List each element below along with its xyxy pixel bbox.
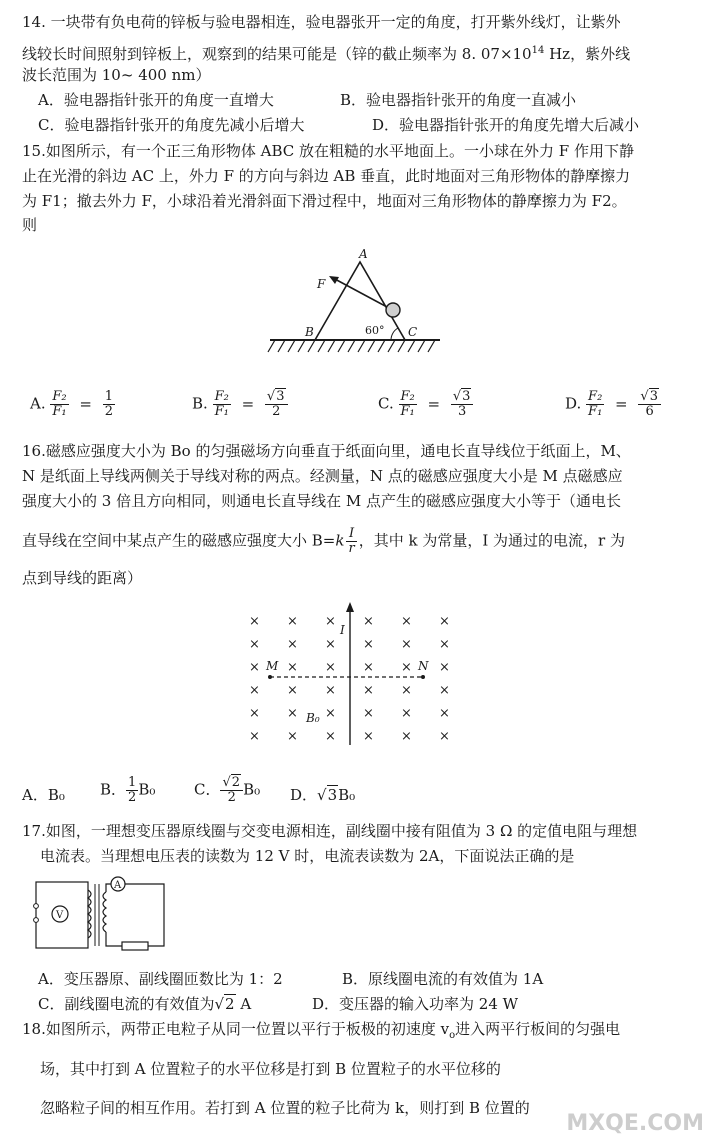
q16-line-4 xyxy=(22,527,625,556)
field-cross: × xyxy=(249,660,260,675)
q17-line-1: 17.如图，一理想变压器原线圈与交变电源相连，副线圈中接有阻值为 3 Ω 的定值电阻与理想 xyxy=(22,822,638,840)
q16-k: k xyxy=(335,531,345,550)
field-cross: × xyxy=(249,706,260,721)
q15-rhs-num: 3 xyxy=(649,389,658,404)
q15-frac-den: F₁ xyxy=(52,404,67,419)
field-cross: × xyxy=(439,660,450,675)
q15-line-1: 15.如图所示，有一个正三角形物体 ABC 放在粗糙的水平地面上。一小球在外力 F 作用下静 xyxy=(22,142,634,160)
field-cross: × xyxy=(249,614,260,629)
q16-option-b-den: 2 xyxy=(128,790,137,805)
q15-rhs-num: 3 xyxy=(462,389,471,404)
q14-option-a[interactable]: A．验电器指针张开的角度一直增大 xyxy=(38,91,274,109)
q14-option-d[interactable]: D．验电器指针张开的角度先增大后减小 xyxy=(372,116,640,134)
q15-frac-num: F₂ xyxy=(588,389,603,404)
q14-option-c[interactable]: C．验电器指针张开的角度先减小后增大 xyxy=(38,116,305,134)
q15-rhs-den: 2 xyxy=(272,404,281,419)
field-cross: × xyxy=(287,683,298,698)
triangle-figure xyxy=(265,248,445,358)
field-cross: × xyxy=(401,729,412,744)
q17-line-2: 电流表。当理想电压表的读数为 12 V 时，电流表读数为 2A，下面说法正确的是 xyxy=(40,847,575,865)
q17-option-b[interactable]: B．原线圈电流的有效值为 1A xyxy=(342,970,544,988)
triangle-abc xyxy=(315,262,405,340)
q15-option-letter: A. xyxy=(30,394,46,413)
field-cross: × xyxy=(249,637,260,652)
q14-option-b[interactable]: B．验电器指针张开的角度一直减小 xyxy=(340,91,577,109)
q15-rhs-den: 2 xyxy=(104,404,114,419)
label-n: N xyxy=(418,659,429,673)
field-cross: × xyxy=(287,660,298,675)
q16-line-1: 16.磁感应强度大小为 Bo 的匀强磁场方向垂直于纸面向里，通电长直导线位于纸面上，M、 xyxy=(22,442,631,460)
q15-option-letter: C. xyxy=(378,394,394,413)
field-cross: × xyxy=(363,660,374,675)
watermark: MXQE.COM xyxy=(566,1111,704,1136)
voltmeter-label: V xyxy=(56,910,64,921)
q15-rhs-num: 1 xyxy=(104,389,114,404)
q14-line-2-tail: Hz，紫外线 xyxy=(544,45,631,63)
field-cross: × xyxy=(439,683,450,698)
resistor xyxy=(122,942,148,950)
q16-frac-num: I xyxy=(346,527,356,542)
field-cross: × xyxy=(363,729,374,744)
q16-option-c[interactable]: C． $\frac{√2}{2}$ B₀ xyxy=(194,775,261,805)
field-cross: × xyxy=(439,729,450,744)
q15-option-d[interactable]: D. $\frac{\text{F₂}}{\text{F₁}}$ = $\frac{√3}{6}$ xyxy=(565,390,661,419)
field-cross: × xyxy=(401,706,412,721)
label-m: M xyxy=(266,659,279,673)
magnetic-field-figure xyxy=(240,600,460,750)
q17-option-d[interactable]: D．变压器的输入功率为 24 W xyxy=(312,995,519,1013)
field-cross: × xyxy=(325,683,336,698)
q18-line-1-text: 18.如图所示，两带正电粒子从同一位置以平行于板极的初速度 v xyxy=(22,1020,450,1038)
q15-option-b[interactable]: B. $\frac{\text{F₂}}{\text{F₁}}$ = $\frac{√3}{2}$ xyxy=(192,390,288,419)
q16-line-5: 点到导线的距离） xyxy=(22,569,143,587)
angle-arc xyxy=(391,328,398,340)
label-c: C xyxy=(408,325,418,339)
q16-option-d[interactable]: D．√3B₀ xyxy=(290,786,356,804)
q15-frac-num: F₂ xyxy=(214,389,229,404)
q14-line-1: 14. 一块带有负电荷的锌板与验电器相连，验电器张开一定的角度，打开紫外线灯，让紫外 xyxy=(22,13,621,31)
q18-line-1-tail: 进入两平行板间的匀强电 xyxy=(455,1020,621,1038)
q16-line-4-text: 直导线在空间中某点产生的磁感应强度大小 B= xyxy=(22,531,336,550)
field-cross: × xyxy=(325,660,336,675)
q15-frac-num: F₂ xyxy=(52,389,67,404)
field-cross: × xyxy=(401,637,412,652)
q14-line-3: 波长范围为 10~ 400 nm） xyxy=(22,66,211,84)
field-cross: × xyxy=(363,706,374,721)
label-f: F xyxy=(317,277,326,291)
field-cross: × xyxy=(363,683,374,698)
terminal-bottom xyxy=(34,918,39,923)
q18-line-3: 忽略粒子间的相互作用。若打到 A 位置的粒子比荷为 k，则打到 B 位置的 xyxy=(40,1099,530,1117)
field-cross: × xyxy=(325,614,336,629)
q16-line-2: N 是纸面上导线两侧关于导线对称的两点。经测量，N 点的磁感应强度大小是 M 点磁感应 xyxy=(22,467,623,485)
q15-line-3: 为 F1；撤去外力 F，小球沿着光滑斜面下滑过程中，地面对三角形物体的静摩擦力为 F2。 xyxy=(22,192,627,210)
q16-option-b-num: 1 xyxy=(128,775,137,790)
field-cross: × xyxy=(287,706,298,721)
q17-option-c-rad: 2 xyxy=(225,995,235,1013)
q18-line-2: 场，其中打到 A 位置粒子的水平位移是打到 B 位置粒子的水平位移的 xyxy=(40,1060,501,1078)
ground-hatch xyxy=(268,340,435,352)
q16-frac-den: r xyxy=(348,541,355,556)
q15-line-2: 止在光滑的斜边 AC 上，外力 F 的方向与斜边 AB 垂直，此时地面对三角形物体的静摩擦力 xyxy=(22,167,631,185)
q15-frac-den: F₁ xyxy=(400,404,415,419)
q17-option-c-unit: A xyxy=(235,995,252,1013)
field-cross: × xyxy=(401,660,412,675)
label-b: B xyxy=(305,325,314,339)
q15-line-4: 则 xyxy=(22,216,38,234)
q16-option-d-letter: D． xyxy=(290,786,318,804)
field-cross: × xyxy=(439,614,450,629)
q16-line-4-tail: ，其中 k 为常量，I 为通过的电流，r 为 xyxy=(358,531,625,550)
q15-frac-num: F₂ xyxy=(400,389,415,404)
q16-option-a[interactable]: A．B₀ xyxy=(22,786,65,804)
q14-exponent: 14 xyxy=(531,45,545,56)
terminal-top xyxy=(34,904,39,909)
q17-option-a[interactable]: A．变压器原、副线圈匝数比为 1：2 xyxy=(38,970,283,988)
q15-option-letter: D. xyxy=(565,394,582,413)
field-cross: × xyxy=(325,729,336,744)
field-cross: × xyxy=(439,637,450,652)
q16-option-c-letter: C． xyxy=(194,780,221,799)
q15-option-letter: B. xyxy=(192,394,208,413)
q14-line-2 xyxy=(22,41,630,64)
field-cross: × xyxy=(287,614,298,629)
label-angle: 60° xyxy=(365,324,385,337)
transformer-figure xyxy=(30,876,170,954)
q15-rhs-den: 6 xyxy=(645,404,654,419)
q18-v0-sub: o xyxy=(449,1030,456,1041)
q14-line-2-text: 线较长时间照射到锌板上，观察到的结果可能是（锌的截止频率为 8. 07×10 xyxy=(22,45,532,63)
primary-coil xyxy=(88,890,91,938)
field-cross: × xyxy=(249,683,260,698)
q15-rhs-num: 3 xyxy=(276,389,285,404)
q16-option-c-tail: B₀ xyxy=(243,780,261,799)
field-cross: × xyxy=(249,729,260,744)
q15-option-c[interactable]: C. $\frac{\text{F₂}}{\text{F₁}}$ = $\frac{√3}{3}$ xyxy=(378,390,473,419)
field-cross: × xyxy=(325,637,336,652)
ball xyxy=(386,303,400,317)
q15-frac-den: F₁ xyxy=(588,404,603,419)
q17-option-c[interactable]: C．副线圈电流的有效值为√2 A xyxy=(38,995,252,1013)
q16-option-c-den: 2 xyxy=(227,790,236,805)
field-cross: × xyxy=(287,729,298,744)
current-arrowhead xyxy=(346,602,354,612)
q16-option-b-tail: B₀ xyxy=(138,780,156,799)
label-a: A xyxy=(359,247,368,261)
field-cross: × xyxy=(363,614,374,629)
point-n xyxy=(421,675,425,679)
q15-option-a[interactable]: A. $\frac{\text{F₂}}{\text{F₁}}$ = $\frac{1}{2}$ xyxy=(30,389,114,419)
field-cross: × xyxy=(401,614,412,629)
point-m xyxy=(268,675,272,679)
field-cross: × xyxy=(439,706,450,721)
q15-rhs-den: 3 xyxy=(457,404,467,419)
field-cross: × xyxy=(325,706,336,721)
q15-frac-den: F₁ xyxy=(214,404,229,419)
label-b0: B₀ xyxy=(306,711,320,725)
secondary-coil xyxy=(103,892,106,932)
secondary-loop xyxy=(106,884,164,946)
q16-option-b[interactable] xyxy=(100,776,155,805)
q16-option-c-num: 2 xyxy=(231,775,241,790)
field-cross: × xyxy=(401,683,412,698)
q16-option-b-letter: B． xyxy=(100,780,127,799)
q18-line-1 xyxy=(22,1019,620,1046)
q16-line-3: 强度大小的 3 倍且方向相同，则通电长直导线在 M 点产生的磁感应强度大小等于（通电长 xyxy=(22,492,621,510)
label-i: I xyxy=(340,623,345,637)
force-f-arrow xyxy=(333,278,387,307)
q16-option-d-rad: 3 xyxy=(327,786,338,804)
q17-option-c-text: C．副线圈电流的有效值为 xyxy=(38,995,215,1013)
field-cross: × xyxy=(363,637,374,652)
ammeter-label: A xyxy=(114,880,122,891)
q16-option-d-tail: B₀ xyxy=(338,786,356,804)
field-cross: × xyxy=(287,637,298,652)
